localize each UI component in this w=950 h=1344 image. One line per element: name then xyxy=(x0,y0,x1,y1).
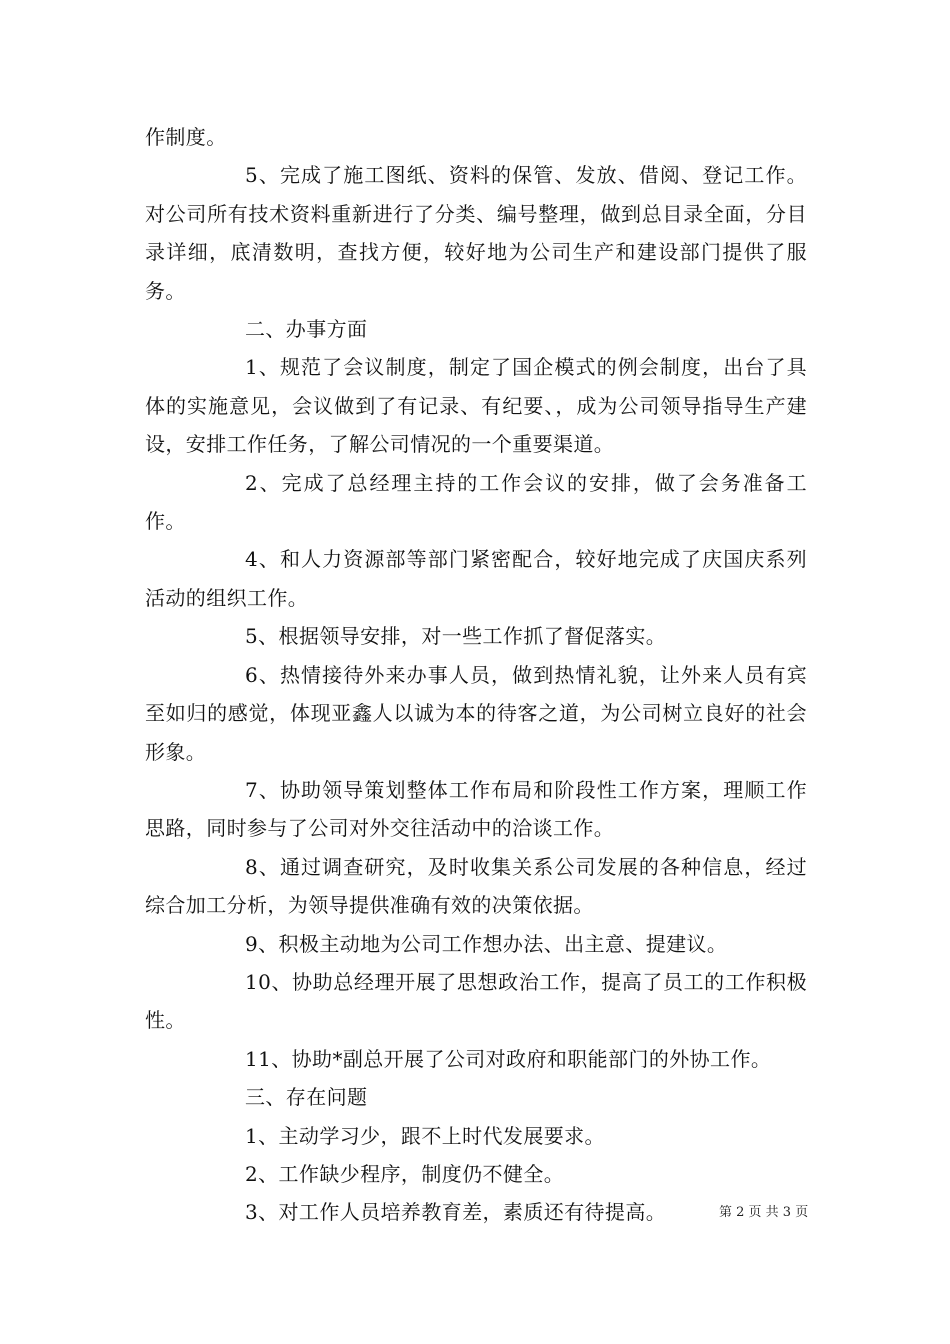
section-heading: 三、存在问题 xyxy=(245,1085,368,1110)
paragraph: 作制度。 xyxy=(145,125,227,149)
paragraph: 1、主动学习少，跟不上时代发展要求。 xyxy=(245,1123,605,1148)
paragraph: 7、协助领导策划整体工作布局和阶段性工作方案，理顺工作思路，同时参与了公司对外交往活动中的洽谈工作。 xyxy=(145,777,807,841)
paragraph: 9、积极主动地为公司工作想办法、出主意、提建议。 xyxy=(245,931,728,956)
document-body xyxy=(145,118,807,1232)
paragraph: 3、对工作人员培养教育差，素质还有待提高。 xyxy=(245,1200,667,1225)
paragraph: 1、规范了会议制度，制定了国企模式的例会制度，出台了具体的实施意见，会议做到了有记录、有纪要、，成为公司领导指导生产建设，安排工作任务，了解公司情况的一个重要渠道。 xyxy=(145,355,807,457)
paragraph: 4、和人力资源部等部门紧密配合，较好地完成了庆国庆系列活动的组织工作。 xyxy=(145,547,807,610)
section-heading: 二、办事方面 xyxy=(245,317,368,342)
paragraph: 6、热情接待外来办事人员，做到热情礼貌，让外来人员有宾至如归的感觉，体现亚鑫人以诚为本的待客之道，为公司树立良好的社会形象。 xyxy=(145,662,807,764)
paragraph: 2、完成了总经理主持的工作会议的安排，做了会务准备工作。 xyxy=(145,470,807,534)
paragraph: 11、协助*副总开展了公司对政府和职能部门的外协工作。 xyxy=(245,1046,772,1071)
page-number-footer: 第 2 页 共 3 页 xyxy=(719,1205,809,1220)
paragraph: 10、协助总经理开展了思想政治工作，提高了员工的工作积极性。 xyxy=(145,969,807,1033)
paragraph: 5、根据领导安排，对一些工作抓了督促落实。 xyxy=(245,624,667,649)
paragraph: 8、通过调查研究，及时收集关系公司发展的各种信息，经过综合加工分析，为领导提供准确有效的决策依据。 xyxy=(145,854,807,918)
paragraph: 2、工作缺少程序，制度仍不健全。 xyxy=(245,1161,565,1186)
paragraph: 5、完成了施工图纸、资料的保管、发放、借阅、登记工作。对公司所有技术资料重新进行了分类、编号整理，做到总目录全面，分目录详细，底清数明，查找方便，较好地为公司生产和建设部门提供了服务。 xyxy=(145,163,807,303)
